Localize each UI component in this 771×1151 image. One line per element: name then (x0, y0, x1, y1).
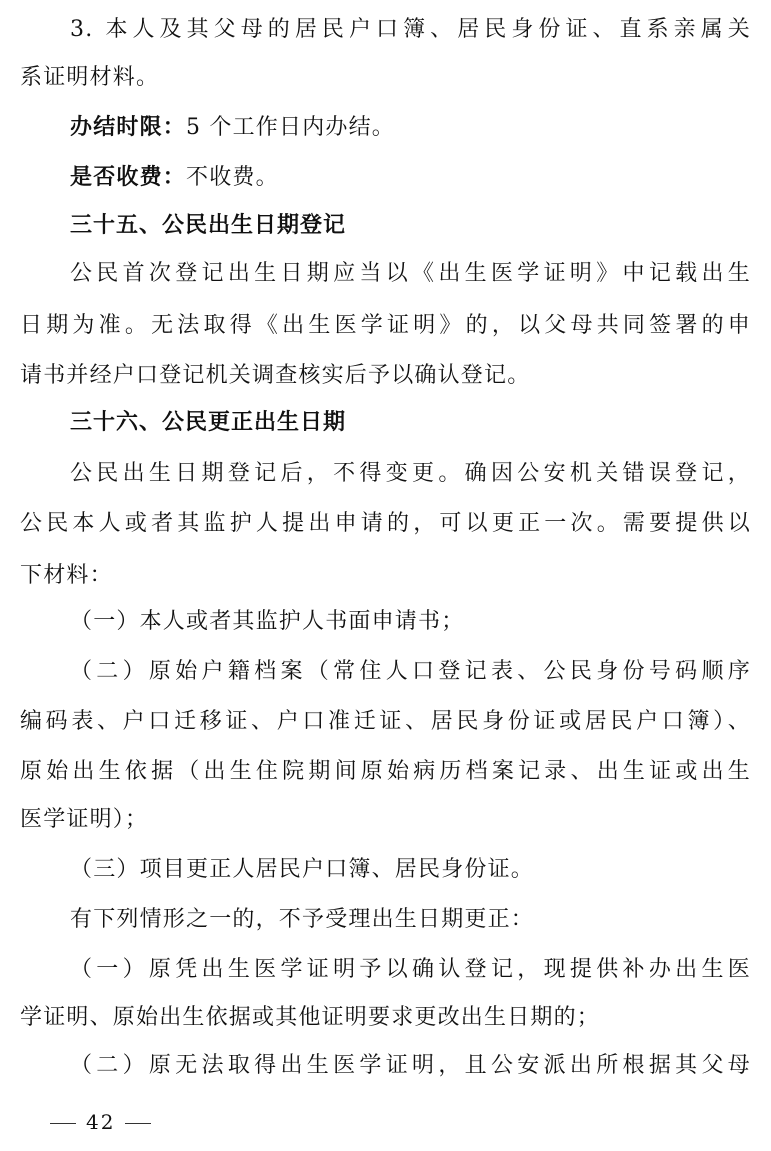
fee-value: 不收费。 (186, 165, 279, 190)
section-heading-35: 三十五、公民出生日期登记 (70, 213, 347, 238)
section-heading-36: 三十六、公民更正出生日期 (70, 410, 347, 435)
paragraph-line: 医学证明）； (20, 807, 149, 832)
paragraph-line: 请书并经户口登记机关调查核实后予以确认登记。 (20, 363, 531, 388)
footer-dash-left (50, 1123, 76, 1124)
list-item: （一）原凭出生医学证明予以确认登记，现提供补办出生医 (70, 957, 751, 982)
deadline-row (20, 114, 751, 142)
paragraph-line: 公民本人或者其监护人提出申请的，可以更正一次。需要提供以 (20, 511, 751, 536)
list-item: （一）本人或者其监护人书面申请书； (70, 609, 465, 634)
paragraph-line: 3. 本人及其父母的居民户口簿、居民身份证、直系亲属关 (70, 17, 751, 42)
paragraph-line: 公民首次登记出生日期应当以《出生医学证明》中记载出生 (70, 261, 751, 286)
paragraph-line: 学证明、原始出生依据或其他证明要求更改出生日期的； (20, 1005, 601, 1030)
footer-dash-right (125, 1123, 151, 1124)
paragraph-line: 下材料： (20, 563, 113, 588)
paragraph-line: 编码表、户口迁移证、户口准迁证、居民身份证或居民户口簿）、 (20, 709, 751, 734)
list-item: （三）项目更正人居民户口簿、居民身份证。 (70, 857, 535, 882)
deadline-value: 5 个工作日内办结。 (186, 115, 396, 140)
paragraph-line: 系证明材料。 (20, 65, 160, 90)
deadline-label: 办结时限： (70, 115, 187, 140)
page-number: 42 (86, 1110, 116, 1134)
fee-row (20, 164, 751, 192)
page-footer (40, 1108, 161, 1136)
list-item: （二）原无法取得出生医学证明，且公安派出所根据其父母 (70, 1053, 751, 1078)
paragraph-line: 日期为准。无法取得《出生医学证明》的，以父母共同签署的申 (20, 313, 751, 338)
paragraph-line: 公民出生日期登记后，不得变更。确因公安机关错误登记， (70, 461, 751, 486)
paragraph-line: 有下列情形之一的，不予受理出生日期更正： (70, 907, 535, 932)
paragraph-line: 原始出生依据（出生住院期间原始病历档案记录、出生证或出生 (20, 759, 751, 784)
fee-label: 是否收费： (70, 165, 187, 190)
list-item: （二）原始户籍档案（常住人口登记表、公民身份号码顺序 (70, 659, 751, 684)
